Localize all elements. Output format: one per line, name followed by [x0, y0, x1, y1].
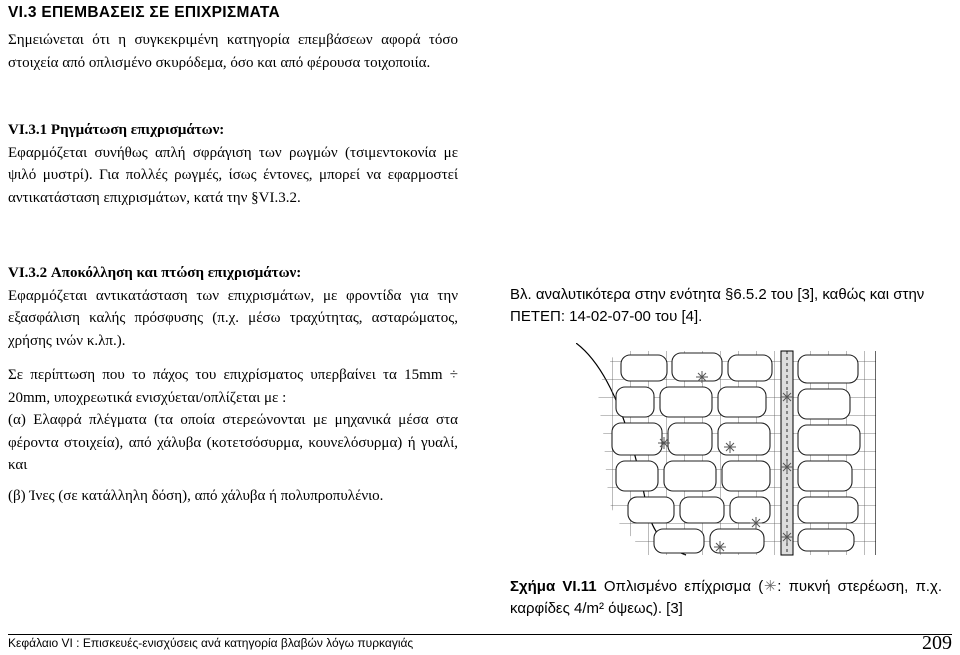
item-a: (α) Ελαφρά πλέγματα (τα οποία στερεώνονται με μηχανικά μέσα στα φέροντα στοιχεία), από χάλυβα (κοτετσόσυρμα, κουνελόσυρμα) ή γυαλί, και	[8, 412, 458, 473]
footer-divider	[8, 634, 952, 635]
subsection-2	[8, 262, 458, 507]
section-title: VI.3 ΕΠΕΜΒΑΣΕΙΣ ΣΕ ΕΠΙΧΡΙΣΜΑΤΑ	[8, 4, 281, 21]
chapter-footer: Κεφάλαιο VI : Επισκευές-ενισχύσεις ανά κατηγορία βλαβών λόγω πυρκαγιάς	[8, 636, 414, 650]
figure-label: Σχήμα VI.11	[510, 578, 597, 595]
figure-caption	[510, 576, 942, 620]
intro-block	[8, 29, 458, 74]
intro-paragraph: Σημειώνεται ότι η συγκεκριμένη κατηγορία επεμβάσεων αφορά τόσο στοιχεία από οπλισμένο σκυρόδεμα, όσο και από φέρουσα τοιχοποιία.	[8, 32, 458, 71]
item-b: (β) Ίνες (σε κατάλληλη δόση), από χάλυβα ή πολυπροπυλένιο.	[8, 487, 384, 504]
anchor-star-icon: ✳	[763, 578, 777, 595]
reference-note: Βλ. αναλυτικότερα στην ενότητα §6.5.2 του [3], καθώς και στην ΠΕΤΕΠ: 14-02-07-00 του [4].	[510, 286, 925, 325]
subsection-2-heading: VI.3.2 Αποκόλληση και πτώση επιχρισμάτων:	[8, 265, 302, 281]
caption-text-before: Οπλισμένο επίχρισμα (	[603, 578, 764, 595]
caption-text-after: : πυκνή στερέωση, π.χ. καρφίδες 4/m² όψεως). [3]	[510, 578, 943, 617]
reinforced-plaster-figure	[576, 343, 876, 568]
subsection-2-paragraph: Σε περίπτωση που το πάχος του επιχρίσματος υπερβαίνει τα 15mm ÷ 20mm, υποχρεωτικά ενισχύεται/οπλίζεται με :	[8, 367, 458, 406]
subsection-1-body: Εφαρμόζεται συνήθως απλή σφράγιση των ρωγμών (τσιμεντοκονία με ψιλό μυστρί). Για πολλές ρωγμές, ίσως έντονες, μπορεί να εφαρμοστεί αντικατάσταση επιχρισμάτων, κατά την §VI.3.2.	[8, 144, 458, 206]
subsection-2-body: Εφαρμόζεται αντικατάσταση των επιχρισμάτων, με φροντίδα για την εξασφάλιση καλής πρόσφυσης (π.χ. μέσω τραχύτητας, ασταρώματος, χρήσης ινών κ.λπ.).	[8, 287, 458, 349]
subsection-1	[8, 119, 458, 209]
page-number: 209	[922, 632, 952, 654]
subsection-1-heading: VI.3.1 Ρηγμάτωση επιχρισμάτων:	[8, 122, 225, 138]
